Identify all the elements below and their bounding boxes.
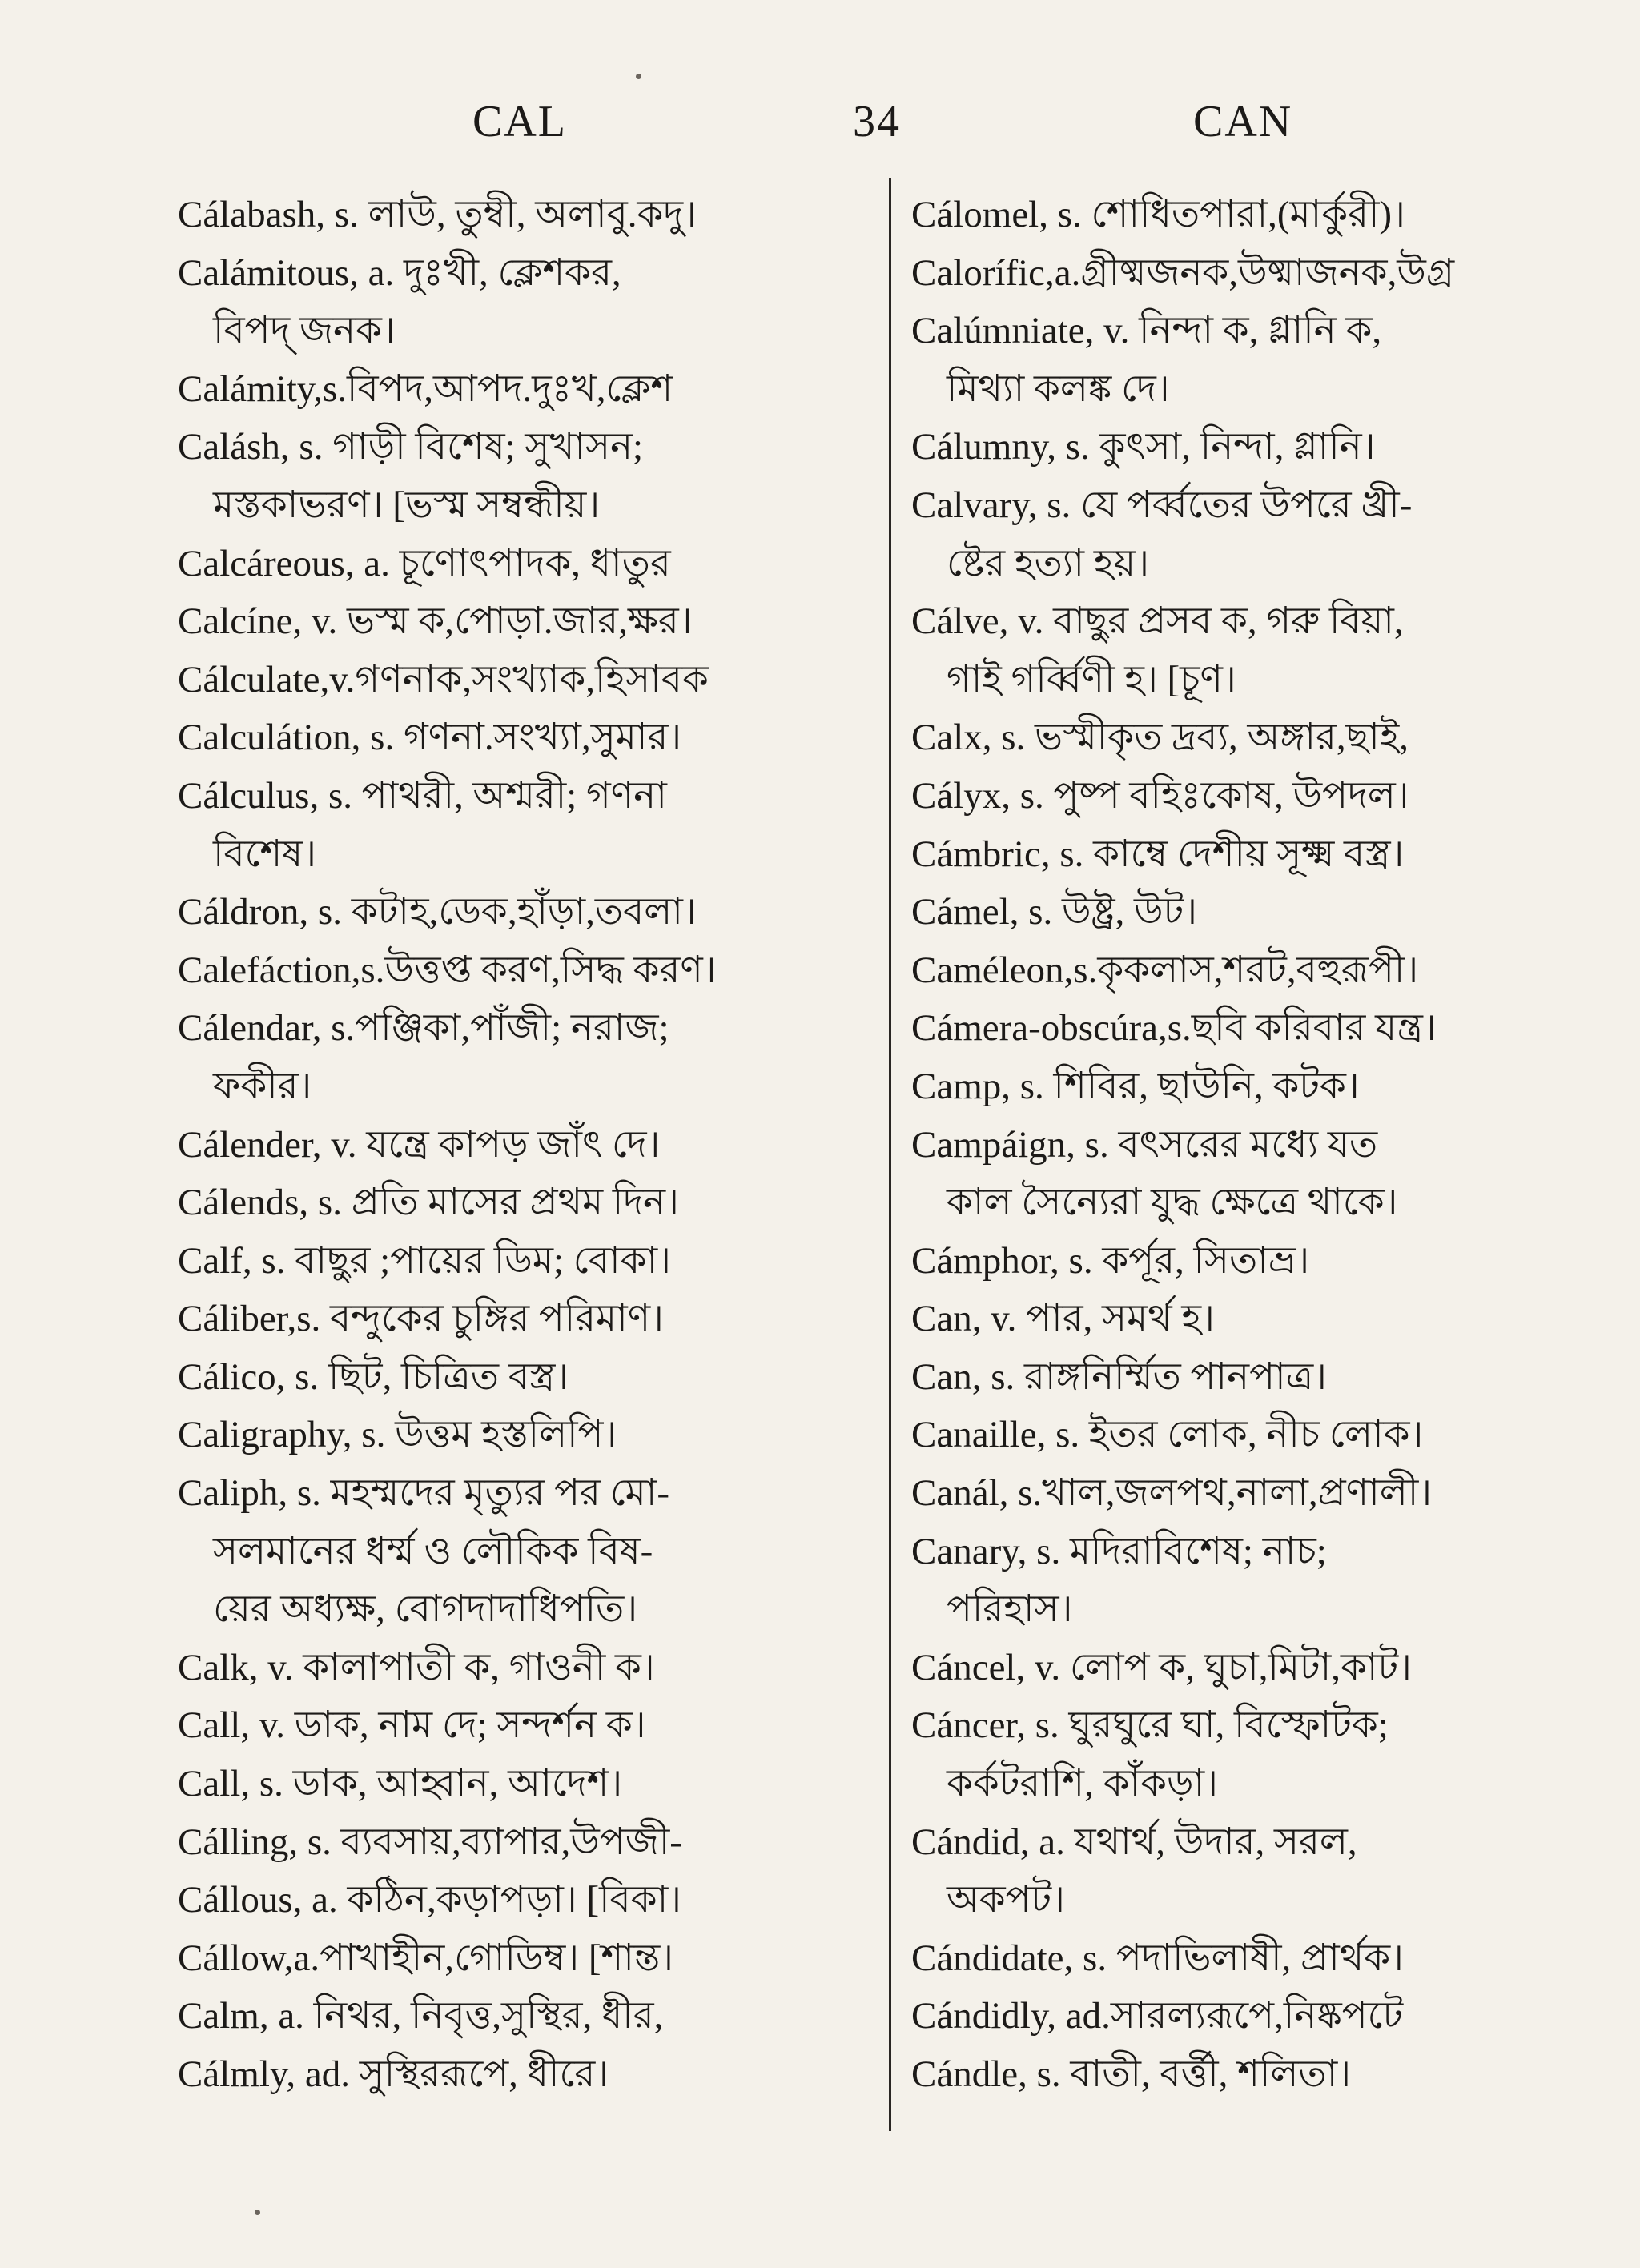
entry-continuation-line: বিশেষ।: [213, 833, 317, 875]
dictionary-entry-line: Cállous, a. কঠিন,কড়াপড়া। [বিকা।: [178, 1879, 682, 1921]
column-divider: [889, 178, 891, 2131]
dictionary-entry-line: Cáliber,s. বন্দুকের চুঙ্গির পরিমাণ।: [178, 1298, 664, 1340]
dictionary-entry-line: Cámphor, s. কর্পূর, সিতাভ্র।: [911, 1239, 1310, 1282]
dictionary-entry-line: Calvary, s. যে পর্ব্বতের উপরে খ্রী-: [911, 484, 1413, 526]
dictionary-entry-line: Camp, s. শিবির, ছাউনি, কটক।: [911, 1065, 1360, 1107]
dictionary-entry-line: Can, v. পার, সমর্থ হ।: [911, 1298, 1215, 1340]
dictionary-entry-line: Canary, s. মদিরাবিশেষ; নাচ;: [911, 1530, 1327, 1572]
entry-continuation-line: মিথ্যা কলঙ্ক দে।: [947, 367, 1170, 410]
dictionary-entry-line: Cándid, a. যথার্থ, উদার, সরল,: [911, 1820, 1357, 1863]
page-number: 34: [853, 97, 901, 147]
left-column: [178, 186, 882, 2123]
dictionary-entry-line: Can, s. রাঙ্গনির্ম্মিত পানপাত্র।: [911, 1355, 1327, 1398]
dictionary-entry-line: Cámbric, s. কাম্বে দেশীয় সূক্ষ্ম বস্ত্র।: [911, 833, 1405, 875]
dictionary-entry-line: Cálico, s. ছিট, চিত্রিত বস্ত্র।: [178, 1355, 569, 1398]
entry-continuation-line: মস্তকাভরণ। [ভস্ম সম্বন্ধীয়।: [213, 484, 601, 526]
entry-continuation-line: বিপদ্ জনক।: [213, 310, 396, 352]
dictionary-entry-line: Cáldron, s. কটাহ,ডেক,হাঁড়া,তবলা।: [178, 891, 697, 933]
dictionary-entry-line: Calorífic,a.গ্রীষ্মজনক,উষ্মাজনক,উগ্র: [911, 251, 1455, 294]
dictionary-entry-line: Cálve, v. বাছুর প্রসব ক, গরু বিয়া,: [911, 600, 1404, 643]
dictionary-entry-line: Cálends, s. প্রতি মাসের প্রথম দিন।: [178, 1182, 679, 1224]
dictionary-entry-line: Cálculus, s. পাথরী, অশ্মরী; গণনা: [178, 774, 667, 817]
dictionary-entry-line: Cándidate, s. পদাভিলাষী, প্রার্থক।: [911, 1937, 1404, 1979]
dictionary-entry-line: Cámera-obscúra,s.ছবি করিবার যন্ত্র।: [911, 1007, 1437, 1050]
dictionary-entry-line: Calámitous, a. দুঃখী, ক্লেশকর,: [178, 251, 621, 294]
dictionary-entry-line: Calcáreous, a. চূণোৎপাদক, ধাতুর: [178, 542, 671, 584]
dictionary-entry-line: Cálmly, ad. সুস্থিররূপে, ধীরে।: [178, 2053, 609, 2095]
right-column: [911, 186, 1600, 2123]
entry-continuation-line: অকপট।: [947, 1879, 1065, 1921]
dictionary-entry-line: Caméleon,s.কৃকলাস,শরট,বহুরূপী।: [911, 949, 1419, 991]
print-speck: [255, 2210, 260, 2215]
dictionary-entry-line: Cálendar, s.পঞ্জিকা,পাঁজী; নরাজ;: [178, 1007, 669, 1050]
dictionary-entry-line: Cálling, s. ব্যবসায়,ব্যাপার,উপজী-: [178, 1820, 682, 1863]
dictionary-entry-line: Call, v. ডাক, নাম দে; সন্দর্শন ক।: [178, 1704, 646, 1747]
dictionary-entry-line: Calámity,s.বিপদ,আপদ.দুঃখ,ক্লেশ: [178, 367, 673, 410]
dictionary-entry-line: Cálabash, s. লাউ, তুম্বী, অলাবু.কদু।: [178, 194, 697, 235]
dictionary-entry-line: Cálumny, s. কুৎসা, নিন্দা, গ্লানি।: [911, 426, 1376, 468]
dictionary-entry-line: Cándle, s. বাতী, বর্ত্তী, শলিতা।: [911, 2053, 1352, 2095]
dictionary-entry-line: Caliph, s. মহম্মদের মৃত্যুর পর মো-: [178, 1472, 670, 1515]
dictionary-entry-line: Cályx, s. পুষ্প বহিঃকোষ, উপদল।: [911, 774, 1409, 817]
dictionary-entry-line: Cámel, s. উষ্ট্র, উট।: [911, 891, 1198, 933]
dictionary-entry-line: Cállow,a.পাখাহীন,গোডিম্ব। [শান্ত।: [178, 1937, 674, 1979]
entry-continuation-line: য়ের অধ্যক্ষ, বোগদাদাধিপতি।: [213, 1588, 638, 1631]
dictionary-entry-line: Calefáction,s.উত্তপ্ত করণ,সিদ্ধ করণ।: [178, 949, 717, 991]
dictionary-entry-line: Caligraphy, s. উত্তম হস্তলিপি।: [178, 1414, 617, 1456]
dictionary-entry-line: Cáncel, v. লোপ ক, ঘুচা,মিটা,কাট।: [911, 1646, 1412, 1688]
dictionary-entry-line: Calm, a. নিথর, নিবৃত্ত,সুস্থির, ধীর,: [178, 1995, 664, 2037]
entry-continuation-line: সলমানের ধর্ম্ম ও লৌকিক বিষ-: [213, 1530, 653, 1572]
entry-continuation-line: কাল সৈন্যেরা যুদ্ধ ক্ষেত্রে থাকে।: [947, 1182, 1398, 1224]
entry-continuation-line: ষ্টের হত্যা হয়।: [947, 542, 1149, 584]
dictionary-entry-line: Calx, s. ভস্মীকৃত দ্রব্য, অঙ্গার,ছাই,: [911, 717, 1409, 759]
entry-continuation-line: ফকীর।: [213, 1065, 312, 1107]
dictionary-entry-line: Call, s. ডাক, আহ্বান, আদেশ।: [178, 1763, 623, 1805]
print-speck: [636, 74, 641, 79]
header-right-guideword: CAN: [1193, 97, 1293, 147]
dictionary-entry-line: Calúmniate, v. নিন্দা ক, গ্লানি ক,: [911, 310, 1382, 352]
dictionary-entry-line: Calk, v. কালাপাতী ক, গাওনী ক।: [178, 1646, 655, 1688]
dictionary-entry-line: Cálomel, s. শোধিতপারা,(মার্কুরী)।: [911, 194, 1405, 235]
dictionary-entry-line: Cálender, v. যন্ত্রে কাপড় জাঁৎ দে।: [178, 1123, 661, 1166]
entry-continuation-line: গাই গর্ব্বিণী হ। [চূণ।: [947, 658, 1236, 700]
entry-continuation-line: পরিহাস।: [947, 1588, 1073, 1631]
dictionary-entry-line: Cándidly, ad.সারল্যরূপে,নিষ্কপটে: [911, 1995, 1404, 2037]
dictionary-entry-line: Calcíne, v. ভস্ম ক,পোড়া.জার,ক্ষর।: [178, 600, 693, 643]
dictionary-entry-line: Campáign, s. বৎসরের মধ্যে যত: [911, 1123, 1378, 1166]
entry-continuation-line: কর্কটরাশি, কাঁকড়া।: [947, 1763, 1218, 1805]
dictionary-entry-line: Canál, s.খাল,জলপথ,নালা,প্রণালী।: [911, 1472, 1433, 1515]
dictionary-entry-line: Calásh, s. গাড়ী বিশেষ; সুখাসন;: [178, 426, 644, 468]
dictionary-entry-line: Canaille, s. ইতর লোক, নীচ লোক।: [911, 1414, 1424, 1456]
dictionary-entry-line: Cálculate,v.গণনাক,সংখ্যাক,হিসাবক: [178, 658, 709, 700]
dictionary-entry-line: Cáncer, s. ঘুরঘুরে ঘা, বিস্ফোটক;: [911, 1704, 1389, 1747]
dictionary-entry-line: Calf, s. বাছুর ;পায়ের ডিম; বোকা।: [178, 1239, 671, 1282]
header-left-guideword: CAL: [472, 97, 567, 147]
dictionary-entry-line: Calculátion, s. গণনা.সংখ্যা,সুমার।: [178, 717, 682, 759]
